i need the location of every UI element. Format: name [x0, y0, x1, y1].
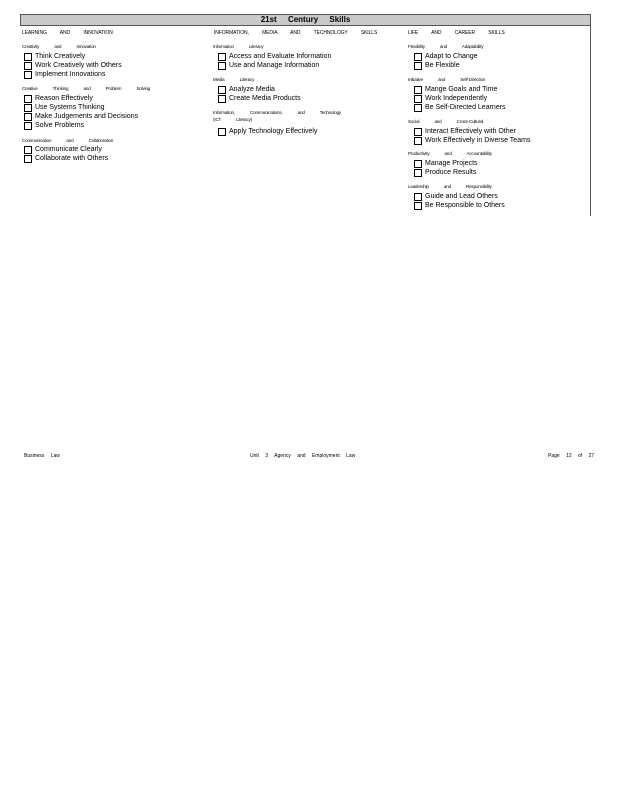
checkbox-item[interactable] — [24, 94, 93, 103]
checkbox[interactable] — [24, 113, 32, 121]
group-title: Initiative and Self-Direction — [408, 77, 486, 82]
checkbox-label: Work Independently — [425, 95, 488, 102]
checkbox-label: Reason Effectively — [35, 95, 93, 102]
checkbox-label: Adapt to Change — [425, 53, 478, 60]
checkbox[interactable] — [24, 95, 32, 103]
checkbox-item[interactable] — [218, 85, 275, 94]
footer-right: Page 12 of 27 — [548, 453, 595, 459]
footer-center: Unit 3 Agency and Employment Law — [250, 453, 356, 459]
checkbox-label: Analyze Media — [229, 86, 275, 93]
column-title-life-career: LIFE AND CAREER SKILLS — [408, 30, 505, 36]
checkbox[interactable] — [218, 53, 226, 61]
checkbox[interactable] — [24, 122, 32, 130]
group-title: Flexibility and Adaptability — [408, 44, 484, 49]
checkbox[interactable] — [218, 62, 226, 70]
checkbox[interactable] — [414, 160, 422, 168]
checkbox-item[interactable] — [414, 103, 506, 112]
checkbox[interactable] — [218, 95, 226, 103]
checkbox-label: Use and Manage Information — [229, 62, 320, 69]
checkbox-label: Collaborate with Others — [35, 155, 109, 162]
checkbox[interactable] — [24, 53, 32, 61]
checkbox-item[interactable] — [218, 61, 319, 70]
group-title: Productivity and Accountability — [408, 151, 493, 156]
group-title: Social and Cross-Cultural — [408, 119, 484, 124]
checkbox[interactable] — [24, 104, 32, 112]
checkbox-label: Be Flexible — [425, 62, 460, 69]
checkbox[interactable] — [414, 169, 422, 177]
checkbox-label: Be Self-Directed Learners — [425, 104, 506, 111]
group-title: Information Literacy — [213, 44, 264, 49]
checkbox-label: Think Creatively — [35, 53, 86, 60]
checkbox[interactable] — [24, 71, 32, 79]
checkbox-label: Mange Goals and Time — [425, 86, 498, 93]
group-title: Creativity and Innovation — [22, 44, 96, 49]
checkbox-item[interactable] — [24, 103, 105, 112]
checkbox-label: Manage Projects — [425, 160, 478, 167]
checkbox-item[interactable] — [24, 145, 102, 154]
checkbox[interactable] — [414, 137, 422, 145]
checkbox-label: Create Media Products — [229, 95, 301, 102]
checkbox-item[interactable] — [414, 159, 478, 168]
checkbox-label: Make Judgements and Decisions — [35, 113, 139, 120]
group-title: Communication and Collaboration — [22, 138, 114, 143]
checkbox-label: Implement Innovations — [35, 71, 106, 78]
checkbox-item[interactable] — [414, 192, 498, 201]
checkbox[interactable] — [414, 95, 422, 103]
checkbox[interactable] — [414, 128, 422, 136]
checkbox-label: Interact Effectively with Other — [425, 128, 516, 135]
checkbox-label: Apply Technology Effectively — [229, 128, 318, 135]
checkbox-label: Produce Results — [425, 169, 477, 176]
checkbox-item[interactable] — [414, 201, 505, 210]
group-title: Information, Communications, and Technology (ICT Literacy) — [213, 110, 342, 122]
checkbox-item[interactable] — [414, 127, 516, 136]
checkbox[interactable] — [414, 104, 422, 112]
checkbox-label: Work Effectively in Diverse Teams — [425, 137, 531, 144]
checkbox-label: Solve Problems — [35, 122, 85, 129]
checkbox[interactable] — [24, 155, 32, 163]
column-title-information: INFORMATION, MEDIA AND TECHNOLOGY SKILLS — [214, 30, 378, 36]
checkbox-item[interactable] — [24, 121, 84, 130]
checkbox-item[interactable] — [414, 85, 497, 94]
checkbox-item[interactable] — [24, 154, 108, 163]
page-title: 21st Century Skills — [260, 15, 351, 24]
checkbox-item[interactable] — [24, 70, 105, 79]
footer-left: Business Law — [24, 453, 60, 459]
checkbox[interactable] — [218, 128, 226, 136]
checkbox-item[interactable] — [24, 61, 122, 70]
checkbox-item[interactable] — [24, 112, 138, 121]
group-title: Creative Thinking and Problem Solving — [22, 86, 151, 91]
checkbox-label: Work Creatively with Others — [35, 62, 122, 69]
frame-border — [590, 14, 591, 216]
checkbox[interactable] — [414, 62, 422, 70]
checkbox-item[interactable] — [218, 52, 331, 61]
checkbox-label: Use Systems Thinking — [35, 104, 105, 111]
header-bar — [20, 14, 591, 26]
checkbox[interactable] — [24, 62, 32, 70]
checkbox-item[interactable] — [414, 168, 476, 177]
checkbox-item[interactable] — [414, 94, 487, 103]
checkbox-label: Access and Evaluate Information — [229, 53, 332, 60]
column-title-learning: LEARNING AND INNOVATION — [22, 30, 113, 36]
checkbox-item[interactable] — [218, 94, 301, 103]
checkbox-label: Guide and Lead Others — [425, 193, 498, 200]
checkbox-item[interactable] — [24, 52, 85, 61]
group-title: Media Literacy — [213, 77, 255, 82]
checkbox[interactable] — [414, 86, 422, 94]
checkbox[interactable] — [414, 193, 422, 201]
group-title: Leadership and Responsibility — [408, 184, 492, 189]
checkbox[interactable] — [218, 86, 226, 94]
checkbox-item[interactable] — [414, 136, 530, 145]
checkbox[interactable] — [414, 53, 422, 61]
checkbox-label: Communicate Clearly — [35, 146, 102, 153]
checkbox[interactable] — [24, 146, 32, 154]
checkbox-item[interactable] — [218, 127, 317, 136]
checkbox[interactable] — [414, 202, 422, 210]
checkbox-item[interactable] — [414, 61, 460, 70]
checkbox-item[interactable] — [414, 52, 478, 61]
checkbox-label: Be Responsible to Others — [425, 202, 505, 209]
